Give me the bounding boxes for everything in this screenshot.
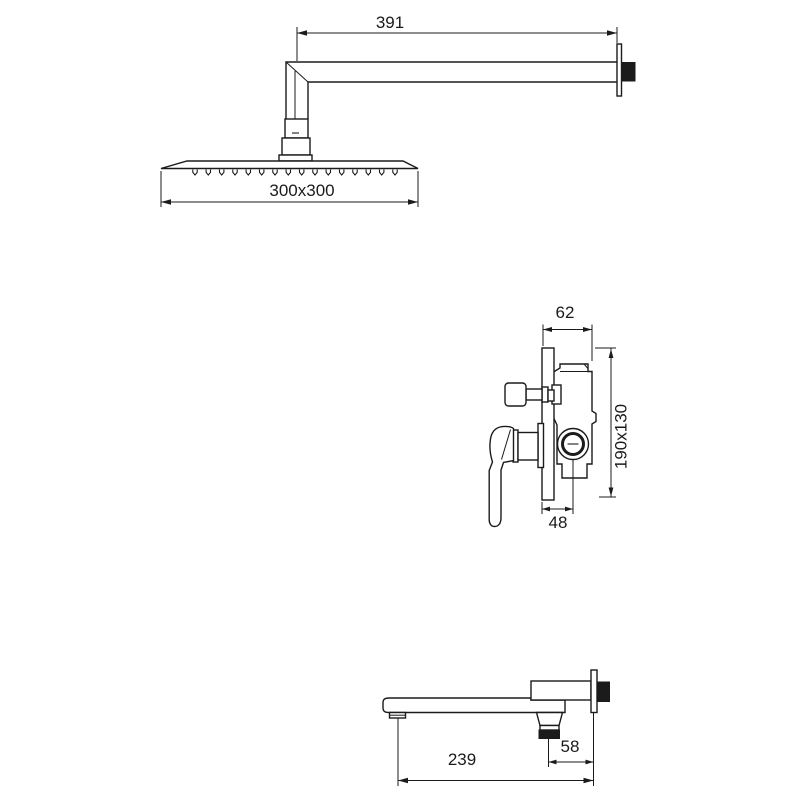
dim-label-depth: 62 <box>555 303 575 322</box>
overhead-shower-view <box>161 13 635 207</box>
ball-joint-flange <box>279 155 312 161</box>
shower-arm-outline <box>286 62 617 119</box>
mixer-body <box>554 364 597 478</box>
dim-arm-length <box>297 13 617 61</box>
shower-head-nozzles <box>193 170 397 176</box>
spout-wall-connector <box>597 682 610 702</box>
handle-hub <box>518 433 538 461</box>
diverter-stem <box>526 389 542 400</box>
mixer-valve-view <box>489 303 630 532</box>
bath-spout-view <box>383 670 610 786</box>
dim-label-arm-length: 391 <box>375 13 405 32</box>
diverter-knob <box>505 383 526 406</box>
arm-wall-flange <box>617 44 622 96</box>
spout-wall-flange <box>591 670 597 713</box>
dim-head-size <box>161 171 418 207</box>
arm-nut <box>285 119 308 138</box>
diverter-rib-inner <box>548 390 554 401</box>
spout-nozzle-ring <box>540 726 559 731</box>
dim-label-plate-size: 190x130 <box>611 403 631 470</box>
dim-label-head-size: 300x300 <box>269 181 335 200</box>
dim-label-spout-reach: 239 <box>447 750 477 769</box>
spout-nozzle-housing <box>537 713 563 726</box>
ball-joint-housing <box>282 138 310 155</box>
dim-label-spout-outlet-offset: 58 <box>560 737 580 756</box>
handle-collar <box>538 424 544 468</box>
spout-aerator-tip <box>539 730 560 739</box>
shower-head <box>161 161 418 169</box>
dim-label-valve-outlet-offset: 48 <box>548 513 568 532</box>
shower-arm-miter-line <box>286 62 308 82</box>
arm-wall-connector <box>622 63 636 82</box>
shower-arm-inner-edge <box>308 82 617 119</box>
diverter-rib-outer <box>542 387 548 402</box>
spout-inlet <box>531 681 591 700</box>
handle-lever <box>489 426 513 526</box>
dim-plate-size <box>595 348 631 497</box>
